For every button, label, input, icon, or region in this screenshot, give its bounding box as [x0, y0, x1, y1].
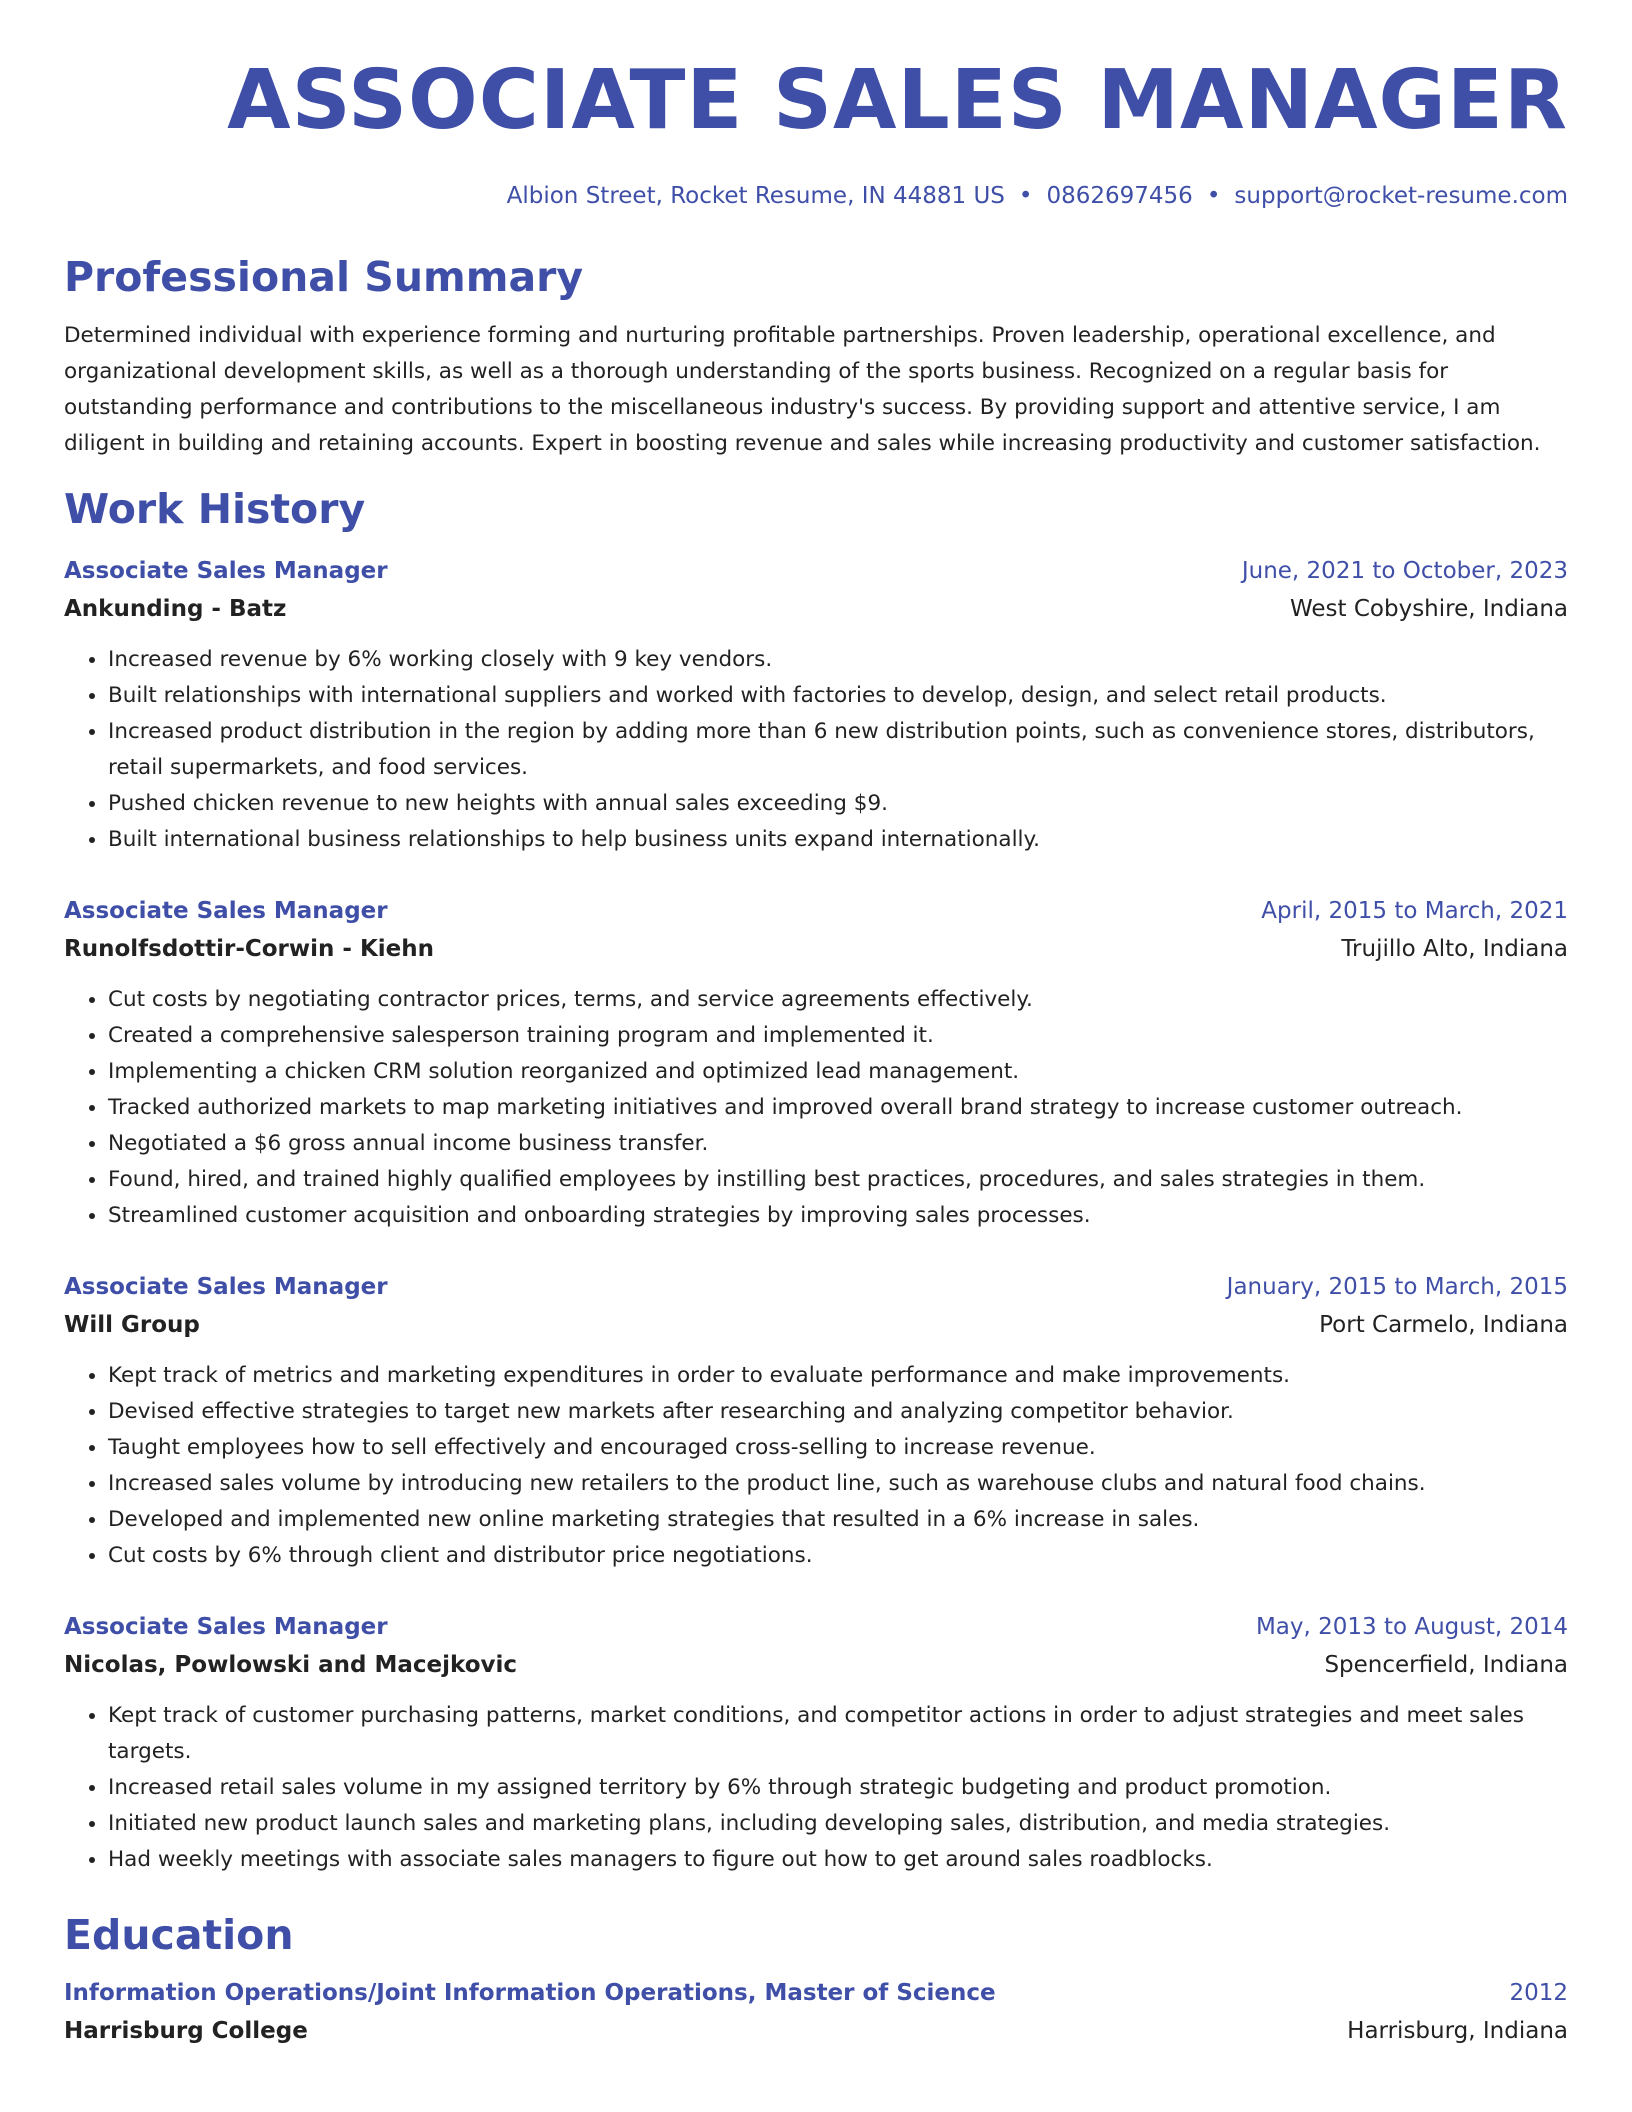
education-heading: Education: [64, 1911, 294, 1959]
school-name: Harrisburg College: [64, 2018, 308, 2044]
list-item: • Developed and implemented new online marketing strategies that resulted in a 6% increase in sales.: [108, 1502, 1568, 1538]
job-bullets: [64, 1358, 1568, 1574]
list-item: • Tracked authorized markets to map marketing initiatives and improved overall brand strategy to increase customer outreach.: [108, 1090, 1568, 1126]
list-item: • Built relationships with international suppliers and worked with factories to develop, design, and select retail products.: [108, 678, 1568, 714]
address-text: Albion Street, Rocket Resume, IN 44881 US: [506, 183, 1005, 209]
job-entry: [64, 1268, 1568, 1574]
job-dates: May, 2013 to August, 2014: [1255, 1614, 1568, 1640]
bullet-separator: •: [1206, 183, 1221, 209]
job-location: Port Carmelo, Indiana: [1319, 1312, 1568, 1338]
job-company-row: [64, 1646, 1568, 1684]
list-item: • Kept track of metrics and marketing expenditures in order to evaluate performance and make improvements.: [108, 1358, 1568, 1394]
job-title: Associate Sales Manager: [64, 1274, 388, 1300]
resume-header: [64, 52, 1568, 212]
company-name: Runolfsdottir-Corwin - Kiehn: [64, 936, 435, 962]
degree-title: Information Operations/Joint Information Operations, Master of Science: [64, 1980, 996, 2006]
summary-text: Determined individual with experience forming and nurturing profitable partnerships. Proven leadership, operational excellence, and organizational development skills, as well as a thorough understanding of the sports business. Recognized on a regular basis for outstanding performance and contributions to the miscellaneous industry's success. By providing support and attentive service, I am diligent in building and retaining accounts. Expert in boosting revenue and sales while increasing productivity and customer satisfaction.: [64, 323, 1541, 456]
list-item: • Increased sales volume by introducing new retailers to the product line, such as warehouse clubs and natural food chains.: [108, 1466, 1568, 1502]
list-item: • Negotiated a $6 gross annual income business transfer.: [108, 1126, 1568, 1162]
contact-line: [64, 180, 1568, 212]
company-name: Ankunding - Batz: [64, 596, 287, 622]
phone-text: 0862697456: [1046, 183, 1193, 209]
list-item: • Built international business relationships to help business units expand internationally.: [108, 822, 1568, 858]
company-name: Nicolas, Powlowski and Macejkovic: [64, 1652, 518, 1678]
email-link[interactable]: support@rocket-resume.com: [1234, 183, 1568, 209]
job-entry: [64, 1608, 1568, 1878]
education-entry: [64, 1974, 1568, 2050]
job-dates: June, 2021 to October, 2023: [1241, 558, 1568, 584]
list-item: • Had weekly meetings with associate sales managers to figure out how to get around sales roadblocks.: [108, 1842, 1568, 1878]
page-title: ASSOCIATE SALES MANAGER: [227, 53, 1568, 148]
list-item: • Cut costs by negotiating contractor prices, terms, and service agreements effectively.: [108, 982, 1568, 1018]
job-header-row: [64, 552, 1568, 590]
job-bullets: [64, 642, 1568, 858]
job-company-row: [64, 590, 1568, 628]
list-item: • Found, hired, and trained highly qualified employees by instilling best practices, procedures, and sales strategies in them.: [108, 1162, 1568, 1198]
education-year: 2012: [1509, 1980, 1568, 2006]
list-item: • Increased product distribution in the region by adding more than 6 new distribution points, such as convenience stores, distributors, retail supermarkets, and food services.: [108, 714, 1568, 786]
list-item: • Pushed chicken revenue to new heights with annual sales exceeding $9.: [108, 786, 1568, 822]
job-header-row: [64, 892, 1568, 930]
list-item: • Cut costs by 6% through client and distributor price negotiations.: [108, 1538, 1568, 1574]
bullet-separator: •: [1018, 183, 1033, 209]
job-company-row: [64, 1306, 1568, 1344]
work-history-heading: Work History: [64, 485, 366, 533]
job-entry: [64, 552, 1568, 858]
job-title: Associate Sales Manager: [64, 558, 388, 584]
job-location: Spencerfield, Indiana: [1324, 1652, 1568, 1678]
job-title: Associate Sales Manager: [64, 1614, 388, 1640]
list-item: • Increased revenue by 6% working closely with 9 key vendors.: [108, 642, 1568, 678]
school-location: Harrisburg, Indiana: [1347, 2018, 1568, 2044]
job-header-row: [64, 1268, 1568, 1306]
job-dates: April, 2015 to March, 2021: [1261, 898, 1568, 924]
education-school-row: [64, 2012, 1568, 2050]
list-item: • Taught employees how to sell effectively and encouraged cross-selling to increase revenue.: [108, 1430, 1568, 1466]
job-title: Associate Sales Manager: [64, 898, 388, 924]
summary-heading: Professional Summary: [64, 253, 584, 301]
job-header-row: [64, 1608, 1568, 1646]
job-location: Trujillo Alto, Indiana: [1341, 936, 1568, 962]
list-item: • Initiated new product launch sales and marketing plans, including developing sales, distribution, and media strategies.: [108, 1806, 1568, 1842]
job-dates: January, 2015 to March, 2015: [1226, 1274, 1568, 1300]
list-item: • Implementing a chicken CRM solution reorganized and optimized lead management.: [108, 1054, 1568, 1090]
list-item: • Kept track of customer purchasing patterns, market conditions, and competitor actions in order to adjust strategies and meet sales targets.: [108, 1698, 1568, 1770]
job-entry: [64, 892, 1568, 1234]
list-item: • Streamlined customer acquisition and onboarding strategies by improving sales processes.: [108, 1198, 1568, 1234]
job-company-row: [64, 930, 1568, 968]
list-item: • Devised effective strategies to target new markets after researching and analyzing competitor behavior.: [108, 1394, 1568, 1430]
education-header-row: [64, 1974, 1568, 2012]
job-bullets: [64, 982, 1568, 1234]
list-item: • Created a comprehensive salesperson training program and implemented it.: [108, 1018, 1568, 1054]
company-name: Will Group: [64, 1312, 200, 1338]
job-location: West Cobyshire, Indiana: [1290, 596, 1568, 622]
list-item: • Increased retail sales volume in my assigned territory by 6% through strategic budgeting and product promotion.: [108, 1770, 1568, 1806]
job-bullets: [64, 1698, 1568, 1878]
